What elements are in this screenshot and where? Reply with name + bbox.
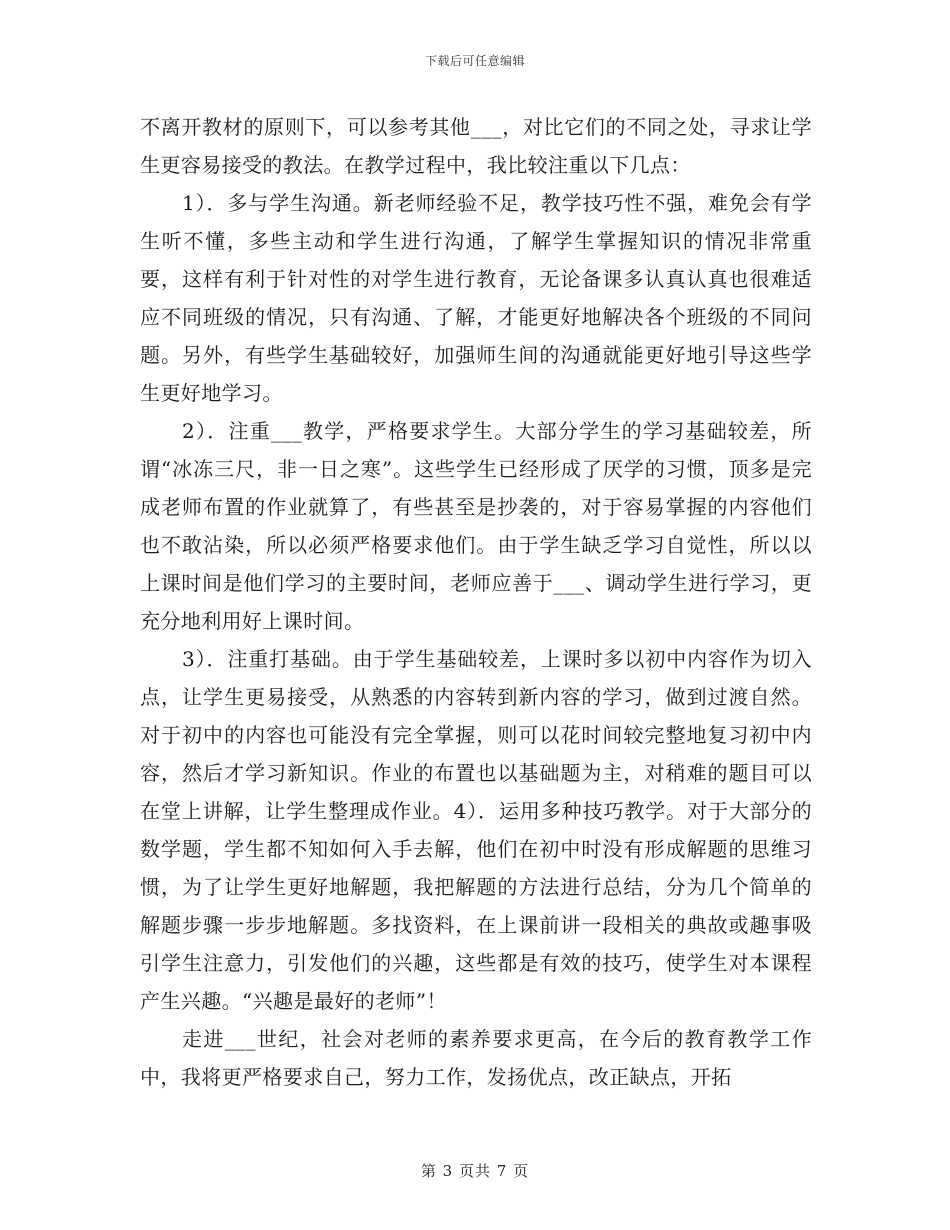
paragraph-intro: 不离开教材的原则下，可以参考其他___，对比它们的不同之处，寻求让学生更容易接受的教法。在教学过程中，我比较注重以下几点： xyxy=(140,115,812,177)
paragraph-point-1: 1）．多与学生沟通。新老师经验不足，教学技巧性不强，难免会有学生听不懂，多些主动和学生进行沟通，了解学生掌握知识的情况非常重要，这样有利于针对性的对学生进行教育，无论备课多认真认真也很难适应不同班级的情况，只有沟通、了解，才能更好地解决各个班级的不同问题。另外，有些学生基础较好，加强师生间的沟通就能更好地引导这些学生更好地学习。 xyxy=(140,191,812,405)
paragraph-point-3-4: 3）．注重打基础。由于学生基础较差，上课时多以初中内容作为切入点，让学生更易接受，从熟悉的内容转到新内容的学习，做到过渡自然。对于初中的内容也可能没有完全掌握，则可以花时间较完整地复习初中内容，然后才学习新知识。作业的布置也以基础题为主，对稍难的题目可以在堂上讲解，让学生整理成作业。4）．运用多种技巧教学。对于大部分的数学题，学生都不知如何入手去解，他们在初中时没有形成解题的思维习惯，为了让学生更好地解题，我把解题的方法进行总结，分为几个简单的解题步骤一步步地解题。多找资料，在上课前讲一段相关的典故或趣事吸引学生注意力，引发他们的兴趣，这些都是有效的技巧，使学生对本课程产生兴趣。“兴趣是最好的老师”！ xyxy=(140,647,812,1013)
document-body xyxy=(140,108,812,1096)
page-number: 第 3 页共 7 页 xyxy=(420,1162,530,1180)
page-header: 下载后可任意编辑 xyxy=(424,54,525,68)
paragraph-conclusion: 走进___世纪，社会对老师的素养要求更高，在今后的教育教学工作中，我将更严格要求自己，努力工作，发扬优点，改正缺点，开拓 xyxy=(140,1027,812,1089)
paragraph-point-2: 2）．注重___教学，严格要求学生。大部分学生的学习基础较差，所谓“冰冻三尺，非一日之寒”。这些学生已经形成了厌学的习惯，顶多是完成老师布置的作业就算了，有些甚至是抄袭的，对于容易掌握的内容他们也不敢沾染，所以必须严格要求他们。由于学生缺乏学习自觉性，所以以上课时间是他们学习的主要时间，老师应善于___、调动学生进行学习，更充分地利用好上课时间。 xyxy=(140,419,812,633)
